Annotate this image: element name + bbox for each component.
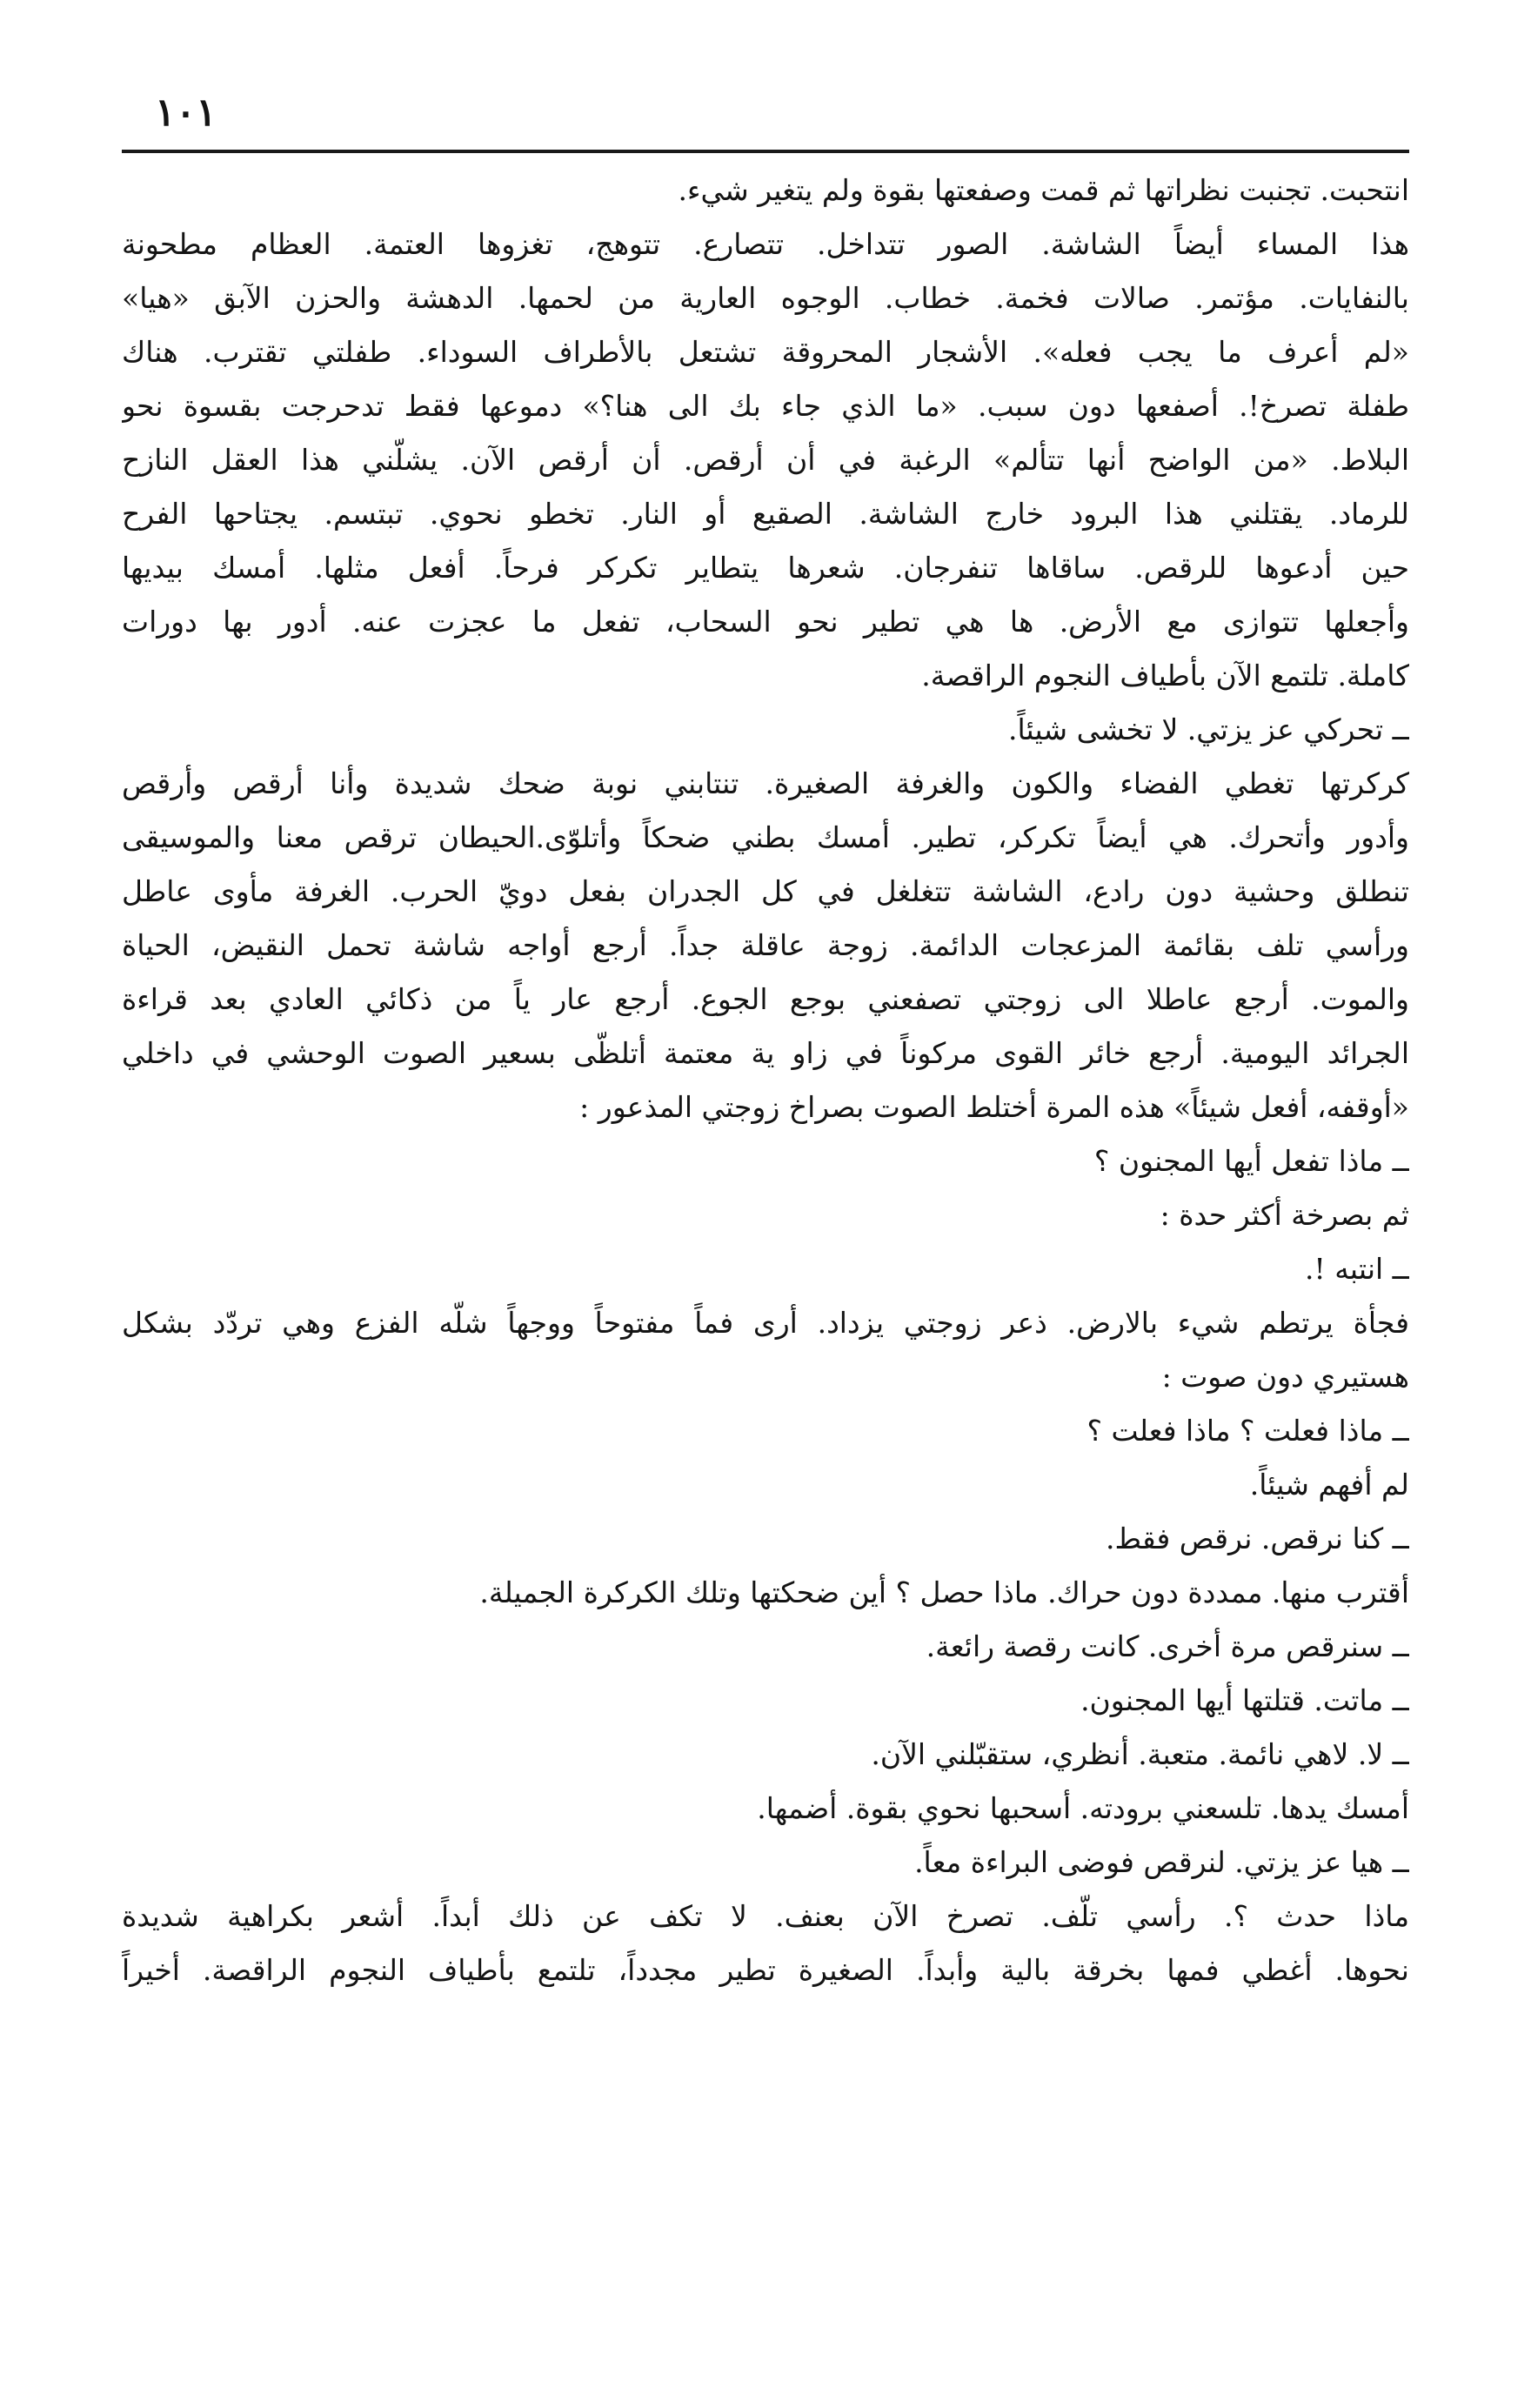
text-line: الجرائد اليومية. أرجع خائر القوى مركوناً في زاو ية معتمة أتلظّى بسعير الصوت الوحشي في داخلي [122, 1036, 1409, 1070]
body-text [122, 164, 1409, 1997]
text-line: أمسك يدها. تلسعني برودته. أسحبها نحوي بقوة. أضمها. [757, 1791, 1409, 1825]
text-line: أقترب منها. ممددة دون حراك. ماذا حصل ؟ أين ضحكتها وتلك الكركرة الجميلة. [479, 1575, 1409, 1609]
text-line: ــ ماذا فعلت ؟ ماذا فعلت ؟ [1086, 1414, 1409, 1448]
text-line: البلاط. «من الواضح أنها تتألم» الرغبة في أن أرقص. أن أرقص الآن. يشلّني هذا العقل النازح [122, 443, 1409, 477]
text-line: ــ لا. لاهي نائمة. متعبة. أنظري، ستقبّلني الآن. [871, 1737, 1409, 1771]
text-line: «أوقفه، أفعل شيئاً» هذه المرة أختلط الصوت بصراخ زوجتي المذعور : [579, 1090, 1409, 1124]
text-line: هذا المساء أيضاً الشاشة. الصور تتداخل. تتصارع. تتوهج، تغزوها العتمة. العظام مطحونة [122, 227, 1409, 261]
text-line: ــ ماذا تفعل أيها المجنون ؟ [1093, 1144, 1409, 1178]
text-line: «لم أعرف ما يجب فعله». الأشجار المحروقة تشتعل بالأطراف السوداء. طفلتي تقترب. هناك [122, 335, 1409, 369]
text-line: ــ سنرقص مرة أخرى. كانت رقصة رائعة. [926, 1629, 1409, 1663]
text-line: كاملة. تلتمع الآن بأطياف النجوم الراقصة. [921, 659, 1409, 692]
text-line: ثم بصرخة أكثر حدة : [1160, 1198, 1409, 1232]
page-header [122, 87, 1409, 153]
text-line: فجأة يرتطم شيء بالارض. ذعر زوجتي يزداد. أرى فماً مفتوحاً ووجهاً شلّه الفزع وهي تردّد بشكل [122, 1306, 1409, 1340]
text-line: ــ انتبه !. [1304, 1252, 1409, 1286]
page-number: ١٠١ [155, 90, 217, 135]
text-line: ورأسي تلف بقائمة المزعجات الدائمة. زوجة عاقلة جداً. أرجع أواجه شاشة تحمل النقيض، الحياة [122, 928, 1409, 962]
text-line: وأدور وأتحرك. هي أيضاً تكركر، تطير. أمسك بطني ضحكاً وأتلوّى.الحيطان ترقص معنا والموسيقى [122, 820, 1409, 854]
text-line: انتحبت. تجنبت نظراتها ثم قمت وصفعتها بقوة ولم يتغير شيء. [678, 173, 1409, 207]
text-line: وأجعلها تتوازى مع الأرض. ها هي تطير نحو السحاب، تفعل ما عجزت عنه. أدور بها دورات [122, 605, 1409, 639]
text-line: طفلة تصرخ!. أصفعها دون سبب. «ما الذي جاء بك الى هنا؟» دموعها فقط تدحرجت بقسوة نحو [122, 389, 1409, 423]
text-line: ــ ماتت. قتلتها أيها المجنون. [1080, 1683, 1409, 1717]
text-line: نحوها. أغطي فمها بخرقة بالية وأبداً. الصغيرة تطير مجدداً، تلتمع بأطياف النجوم الراقصة. أخيراً [122, 1953, 1409, 1987]
text-line: والموت. أرجع عاطلا الى زوجتي تصفعني بوجع الجوع. أرجع عار ياً من ذكائي العادي بعد قراءة [122, 982, 1409, 1016]
text-line: ــ هيا عز يزتي. لنرقص فوضى البراءة معاً. [914, 1845, 1409, 1879]
text-line: ــ كنا نرقص. نرقص فقط. [1106, 1522, 1409, 1555]
text-line: ماذا حدث ؟. رأسي تلّف. تصرخ الآن بعنف. لا تكف عن ذلك أبداً. أشعر بكراهية شديدة [122, 1899, 1409, 1933]
text-line: هستيري دون صوت : [1161, 1360, 1409, 1394]
text-line: حين أدعوها للرقص. ساقاها تنفرجان. شعرها يتطاير تكركر فرحاً. أفعل مثلها. أمسك بيديها [122, 551, 1409, 585]
text-line: ــ تحركي عز يزتي. لا تخشى شيئاً. [1007, 712, 1409, 746]
text-line: لم أفهم شيئاً. [1249, 1468, 1409, 1502]
text-line: تنطلق وحشية دون رادع، الشاشة تتغلغل في كل الجدران بفعل دويّ الحرب. الغرفة مأوى عاطل [122, 874, 1409, 908]
text-line: للرماد. يقتلني هذا البرود خارج الشاشة. الصقيع أو النار. تخطو نحوي. تبتسم. يجتاحها الفرح [122, 497, 1409, 531]
text-line: كركرتها تغطي الفضاء والكون والغرفة الصغيرة. تنتابني نوبة ضحك شديدة وأنا أرقص وأرقص [122, 766, 1409, 800]
text-line: بالنفايات. مؤتمر. صالات فخمة. خطاب. الوجوه العارية من لحمها. الدهشة والحزن الآبق «هيا» [122, 281, 1409, 315]
